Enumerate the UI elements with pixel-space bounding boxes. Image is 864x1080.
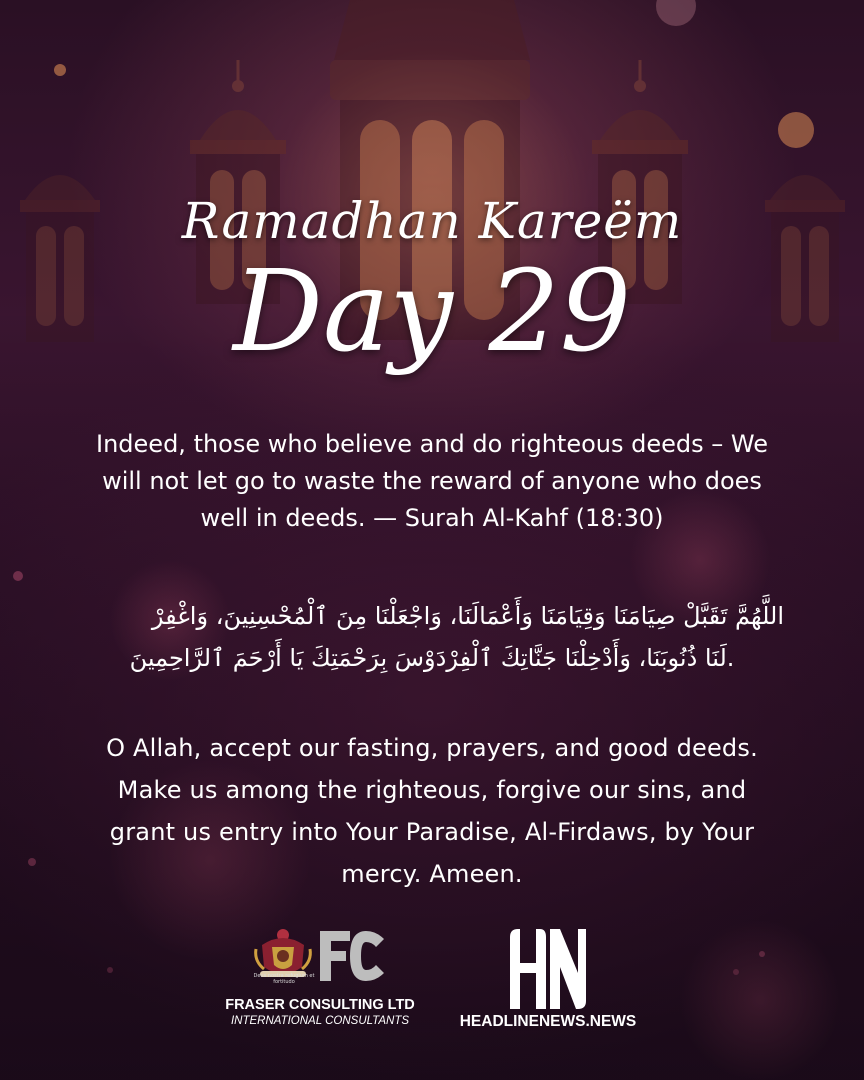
crest-motto: Deus nostra refugium et fortitudo bbox=[253, 973, 315, 985]
fraser-consulting-subtitle: INTERNATIONAL CONSULTANTS bbox=[230, 1015, 410, 1027]
fraser-consulting-name: FRASER CONSULTING LTD bbox=[225, 997, 415, 1013]
fc-monogram-icon bbox=[320, 931, 386, 981]
fraser-consulting-logo bbox=[222, 925, 422, 1035]
arabic-dua bbox=[80, 595, 784, 679]
arabic-dua-line-2: .لَنَا ذُنُوبَنَا، وَأَدْخِلْنَا جَنَّاتِكَ ٱلْفِرْدَوْسَ بِرَحْمَتِكَ يَا أَرْحَمَ ٱلرَّاحِمِينَ bbox=[129, 644, 735, 672]
headlinenews-logo bbox=[450, 925, 650, 1035]
day-heading: Day 29 bbox=[233, 247, 631, 377]
quran-verse: Indeed, those who believe and do righteous deeds – We will not let go to waste the reward of anyone who does well in deeds. — Surah Al-Kahf (18:30) bbox=[96, 430, 768, 532]
headlinenews-name: HEADLINENEWS.NEWS bbox=[459, 1013, 637, 1030]
arabic-dua-line-1: اللَّهُمَّ تَقَبَّلْ صِيَامَنَا وَقِيَامَنَا وَأَعْمَالَنَا، وَاجْعَلْنَا مِنَ ٱلْمُحْسِنِينَ، وَاغْفِرْ bbox=[151, 602, 784, 630]
english-dua: O Allah, accept our fasting, prayers, and good deeds. Make us among the righteous, forgive our sins, and grant us entry into Your Paradise, Al-Firdaws, by Your mercy. Ameen. bbox=[106, 734, 758, 888]
ramadhan-kareem-heading: Ramadhan Kareëm bbox=[181, 192, 683, 250]
hn-monogram-icon bbox=[506, 929, 590, 1009]
